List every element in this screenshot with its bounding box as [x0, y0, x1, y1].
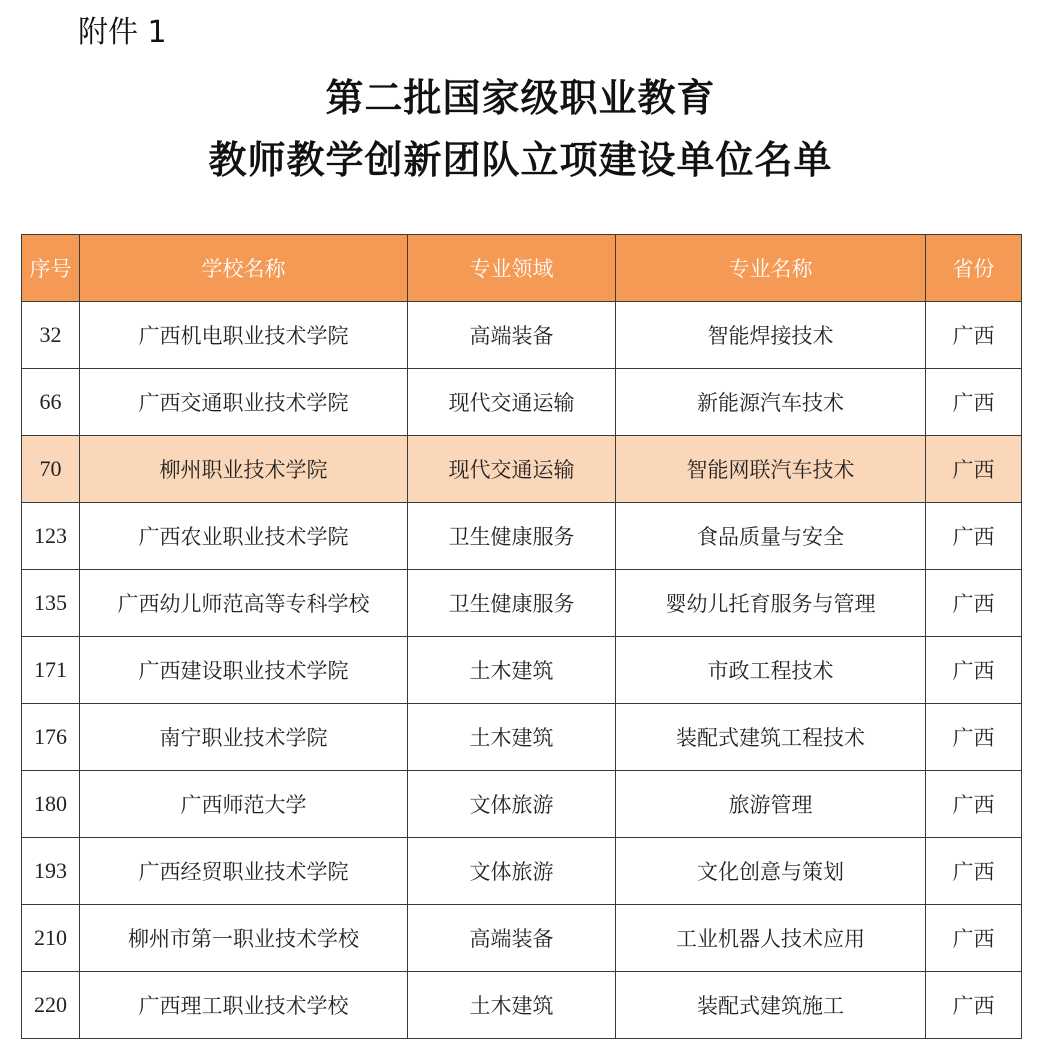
table-row — [22, 704, 1022, 771]
major-name-cell: 市政工程技术 — [616, 637, 926, 704]
table-row — [22, 972, 1022, 1039]
professional-field-cell: 土木建筑 — [408, 637, 616, 704]
professional-field-cell: 高端装备 — [408, 302, 616, 369]
table-row — [22, 503, 1022, 570]
serial-number-cell: 220 — [22, 972, 80, 1039]
major-name-cell: 食品质量与安全 — [616, 503, 926, 570]
table-header-row — [22, 235, 1022, 302]
serial-number-cell: 180 — [22, 771, 80, 838]
header-serial-number: 序号 — [22, 235, 80, 302]
professional-field-cell: 高端装备 — [408, 905, 616, 972]
serial-number-cell: 171 — [22, 637, 80, 704]
serial-number-cell: 32 — [22, 302, 80, 369]
header-major-name: 专业名称 — [616, 235, 926, 302]
province-cell: 广西 — [926, 369, 1022, 436]
school-name-cell: 广西建设职业技术学院 — [80, 637, 408, 704]
major-name-cell: 装配式建筑工程技术 — [616, 704, 926, 771]
page-title-line-1: 第二批国家级职业教育 — [325, 76, 716, 120]
province-cell: 广西 — [926, 570, 1022, 637]
major-name-cell: 智能网联汽车技术 — [616, 436, 926, 503]
header-province: 省份 — [926, 235, 1022, 302]
professional-field-cell: 卫生健康服务 — [408, 503, 616, 570]
table-row — [22, 771, 1022, 838]
serial-number-cell: 66 — [22, 369, 80, 436]
school-name-cell: 广西师范大学 — [80, 771, 408, 838]
table-body — [22, 302, 1022, 1039]
major-name-cell: 装配式建筑施工 — [616, 972, 926, 1039]
province-cell: 广西 — [926, 838, 1022, 905]
province-cell: 广西 — [926, 771, 1022, 838]
school-name-cell: 广西农业职业技术学院 — [80, 503, 408, 570]
table-row — [22, 302, 1022, 369]
table-row — [22, 637, 1022, 704]
school-name-cell: 柳州市第一职业技术学校 — [80, 905, 408, 972]
table-row — [22, 369, 1022, 436]
school-name-cell: 广西机电职业技术学院 — [80, 302, 408, 369]
province-cell: 广西 — [926, 302, 1022, 369]
province-cell: 广西 — [926, 436, 1022, 503]
serial-number-cell: 135 — [22, 570, 80, 637]
professional-field-cell: 卫生健康服务 — [408, 570, 616, 637]
attachment-label: 附件 1 — [78, 15, 167, 50]
table-row — [22, 570, 1022, 637]
school-name-cell: 广西交通职业技术学院 — [80, 369, 408, 436]
school-name-cell: 柳州职业技术学院 — [80, 436, 408, 503]
page-title-line-2: 教师教学创新团队立项建设单位名单 — [208, 138, 833, 182]
major-name-cell: 旅游管理 — [616, 771, 926, 838]
school-name-cell: 南宁职业技术学院 — [80, 704, 408, 771]
professional-field-cell: 现代交通运输 — [408, 369, 616, 436]
serial-number-cell: 210 — [22, 905, 80, 972]
professional-field-cell: 文体旅游 — [408, 771, 616, 838]
major-name-cell: 文化创意与策划 — [616, 838, 926, 905]
province-cell: 广西 — [926, 637, 1022, 704]
professional-field-cell: 土木建筑 — [408, 972, 616, 1039]
province-cell: 广西 — [926, 704, 1022, 771]
school-name-cell: 广西经贸职业技术学院 — [80, 838, 408, 905]
major-name-cell: 婴幼儿托育服务与管理 — [616, 570, 926, 637]
professional-field-cell: 现代交通运输 — [408, 436, 616, 503]
header-school-name: 学校名称 — [80, 235, 408, 302]
province-cell: 广西 — [926, 503, 1022, 570]
table-row — [22, 905, 1022, 972]
table-row — [22, 838, 1022, 905]
major-name-cell: 智能焊接技术 — [616, 302, 926, 369]
major-name-cell: 新能源汽车技术 — [616, 369, 926, 436]
professional-field-cell: 土木建筑 — [408, 704, 616, 771]
institution-list-table — [21, 234, 1022, 1039]
professional-field-cell: 文体旅游 — [408, 838, 616, 905]
header-professional-field: 专业领域 — [408, 235, 616, 302]
province-cell: 广西 — [926, 905, 1022, 972]
school-name-cell: 广西幼儿师范高等专科学校 — [80, 570, 408, 637]
province-cell: 广西 — [926, 972, 1022, 1039]
school-name-cell: 广西理工职业技术学校 — [80, 972, 408, 1039]
serial-number-cell: 193 — [22, 838, 80, 905]
serial-number-cell: 70 — [22, 436, 80, 503]
serial-number-cell: 123 — [22, 503, 80, 570]
major-name-cell: 工业机器人技术应用 — [616, 905, 926, 972]
table-row — [22, 436, 1022, 503]
serial-number-cell: 176 — [22, 704, 80, 771]
